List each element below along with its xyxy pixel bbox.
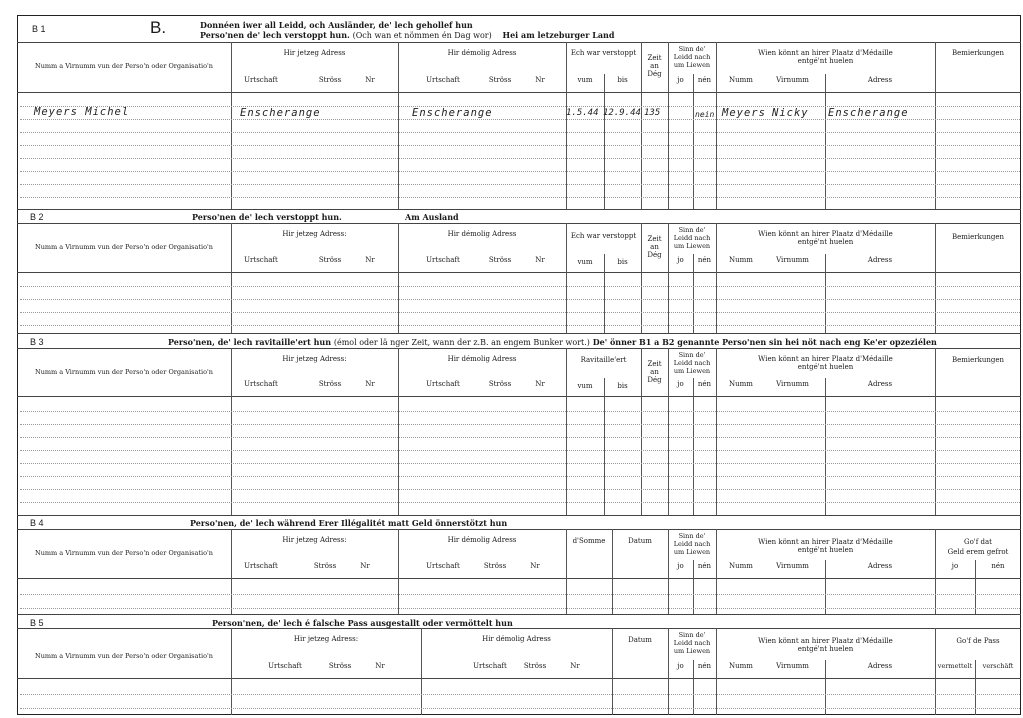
- hidden-to-value: 12.9.44: [603, 108, 641, 118]
- column-header: Ströss: [328, 662, 352, 670]
- column-divider: [825, 254, 826, 333]
- column-header: Nr: [365, 256, 375, 264]
- column-header: bis: [617, 76, 628, 84]
- column-header: nén: [697, 562, 712, 570]
- column-header: Numm: [729, 662, 753, 670]
- column-header: an: [650, 62, 659, 70]
- column-header: Numm a Virnumm vun der Perso'n oder Organisatio'n: [35, 368, 213, 376]
- alive-no-value: nein: [695, 110, 715, 119]
- section-title: [168, 337, 937, 347]
- column-header: Urtschaft: [473, 662, 507, 670]
- column-header: Adress: [867, 562, 893, 570]
- column-header: Virnumm: [776, 256, 809, 264]
- section-id: B 4: [30, 518, 44, 528]
- section-bottom-rule: [17, 333, 1021, 334]
- column-header: Nr: [365, 76, 375, 84]
- column-header: um Liewen: [673, 367, 711, 375]
- header-bottom-rule: [17, 92, 1021, 93]
- writing-line: [20, 411, 1020, 412]
- column-header: Ravitaille'ert: [580, 356, 627, 364]
- column-header: Urtschaft: [426, 256, 460, 264]
- writing-line: [20, 437, 1020, 438]
- medal-first-value: Nicky: [772, 107, 809, 119]
- writing-line: [20, 299, 1020, 300]
- column-header: Nr: [365, 380, 375, 388]
- column-header: Sinn de': [678, 351, 706, 359]
- column-header: vum: [577, 76, 593, 84]
- column-header: Datum: [628, 636, 652, 644]
- column-header: Sinn de': [678, 45, 706, 53]
- column-header: bis: [617, 258, 628, 266]
- writing-line: [20, 171, 1020, 172]
- column-header: Bemierkungen: [951, 356, 1005, 364]
- column-header: jo: [677, 662, 684, 670]
- writing-line: [20, 476, 1020, 477]
- column-header: Sinn de': [678, 631, 706, 639]
- column-header: Urtschaft: [426, 380, 460, 388]
- column-header: Virnumm: [776, 662, 809, 670]
- writing-line: [20, 424, 1020, 425]
- column-header: Hir démolig Adress: [482, 635, 551, 643]
- column-header: vum: [577, 258, 593, 266]
- column-header: Hir démolig Adress: [447, 355, 517, 363]
- column-header: Nr: [535, 256, 545, 264]
- column-header: Leidd nach: [673, 639, 711, 647]
- column-header: Sinn de': [678, 532, 706, 540]
- column-header: Zeit: [647, 54, 662, 62]
- column-header: Adress: [867, 76, 893, 84]
- writing-line: [20, 184, 1020, 185]
- column-header: Ströss: [488, 256, 512, 264]
- column-header: Urtschaft: [244, 380, 278, 388]
- column-header: an: [650, 243, 659, 251]
- writing-line: [20, 312, 1020, 313]
- column-header: nén: [697, 256, 712, 264]
- column-header: Leidd nach: [673, 234, 711, 242]
- column-header: Hir démolig Adress: [447, 49, 517, 57]
- writing-line: [20, 197, 1020, 198]
- column-divider: [398, 223, 399, 333]
- column-header: Ströss: [488, 380, 512, 388]
- column-header: Nr: [570, 662, 580, 670]
- header-bottom-rule: [17, 396, 1021, 397]
- header-rule: [17, 223, 1021, 224]
- column-header: Hir démolig Adress: [447, 536, 517, 544]
- section-title: Perso'nen de' lech verstoppt hun.: [192, 212, 342, 222]
- column-header: Dég: [647, 251, 662, 259]
- section-title-line2: [200, 30, 614, 40]
- section-bottom-rule: [17, 209, 1021, 210]
- hidden-from-value: 1.5.44: [566, 108, 599, 118]
- medal-address-value: Enscherange: [828, 107, 909, 119]
- header-bottom-rule: [17, 678, 1021, 679]
- column-header: Wien könnt an hirer Plaatz d'Médaille: [758, 538, 893, 546]
- column-header: um Liewen: [673, 548, 711, 556]
- title-normal-part: (Och wan et nömmen én Dag wor): [352, 31, 492, 40]
- section-id: B 1: [32, 24, 46, 34]
- column-header: Numm: [729, 256, 753, 264]
- section-title-tail: Am Ausland: [405, 212, 459, 222]
- column-header: Urtschaft: [426, 562, 460, 570]
- writing-line: [20, 286, 1020, 287]
- writing-line: [20, 489, 1020, 490]
- column-header: Hir jetzeg Adress:: [282, 355, 347, 363]
- header-bottom-rule: [17, 578, 1021, 579]
- title-bold-part: Perso'nen de' lech verstoppt hun.: [200, 30, 350, 40]
- column-header: Leidd nach: [673, 53, 711, 61]
- column-header: Ech war verstoppt: [570, 49, 637, 57]
- section-id: B 5: [30, 618, 44, 628]
- column-header: Ströss: [488, 76, 512, 84]
- column-header: jo: [677, 380, 684, 388]
- column-header: jo: [677, 562, 684, 570]
- column-header: an: [650, 368, 659, 376]
- column-header: Leidd nach: [673, 359, 711, 367]
- column-header: Ströss: [318, 380, 342, 388]
- column-header: Ströss: [318, 256, 342, 264]
- column-header: Hir démolig Adress: [447, 230, 517, 238]
- column-divider: [825, 378, 826, 515]
- column-header: Zeit: [647, 360, 662, 368]
- column-header: Ströss: [313, 562, 337, 570]
- column-header: um Liewen: [673, 647, 711, 655]
- column-header: Bemierkungen: [951, 233, 1005, 241]
- column-header: bis: [617, 382, 628, 390]
- title-tail: De' önner B1 a B2 genannte Perso'nen sin hei nöt nach eng Ke'er opzeziélen: [592, 337, 937, 347]
- column-header: Ströss: [523, 662, 547, 670]
- section-bottom-rule: [17, 515, 1021, 516]
- column-header: nén: [697, 662, 712, 670]
- column-header: jo: [677, 76, 684, 84]
- column-header: entgé'nt huelen: [797, 645, 854, 653]
- column-header: Hir jetzeg Adress:: [293, 635, 359, 643]
- section-title: Person'nen, de' lech é falsche Pass ausgestallt oder vermöttelt hun: [212, 618, 513, 628]
- days-value: 135: [644, 108, 661, 118]
- column-header: entgé'nt huelen: [797, 57, 854, 65]
- writing-line: [20, 694, 1020, 695]
- column-header: jo: [951, 562, 959, 570]
- column-header: um Liewen: [673, 242, 711, 250]
- writing-line: [20, 463, 1020, 464]
- column-header: Urtschaft: [426, 76, 460, 84]
- column-header: Ech war verstoppt: [570, 232, 637, 240]
- column-header: Ströss: [318, 76, 342, 84]
- column-header: Zeit: [647, 235, 662, 243]
- writing-line: [20, 325, 1020, 326]
- column-header: Virnumm: [776, 562, 809, 570]
- column-header: jo: [677, 256, 684, 264]
- column-divider: [825, 74, 826, 209]
- column-header: entgé'nt huelen: [797, 363, 854, 371]
- column-header: Go'f dat: [963, 538, 992, 546]
- column-header: Numm a Virnumm vun der Perso'n oder Organisatio'n: [35, 652, 213, 660]
- column-header: Adress: [867, 256, 893, 264]
- column-header: Ströss: [483, 562, 507, 570]
- column-header: Urtschaft: [244, 76, 278, 84]
- column-header: Hir jetzeg Adress:: [282, 536, 347, 544]
- medal-name-value: Meyers: [722, 107, 766, 119]
- column-header: Urtschaft: [268, 662, 302, 670]
- column-header: vermettelt: [937, 662, 973, 670]
- column-header: Nr: [535, 76, 545, 84]
- column-header: vum: [577, 382, 593, 390]
- title-normal-part: (émol oder lä nger Zeit, wann der z.B. an engem Bunker wort.): [333, 338, 590, 347]
- column-header: Dég: [647, 376, 662, 384]
- column-header: Nr: [360, 562, 370, 570]
- column-header: nén: [697, 76, 712, 84]
- section-id: B 3: [30, 337, 44, 347]
- column-divider: [693, 378, 694, 515]
- column-header: verschäft: [982, 662, 1014, 670]
- writing-line: [20, 132, 1020, 133]
- section-title: Perso'nen, de' lech während Erer Illégalitét matt Geld önnerstötzt hun: [190, 518, 508, 528]
- writing-line: [20, 450, 1020, 451]
- column-header: Nr: [530, 562, 540, 570]
- title-tail: Hei am letzeburger Land: [502, 30, 615, 40]
- section-title: Donnéen iwer all Leidd, och Ausländer, de' lech gehollef hun: [200, 20, 473, 30]
- column-header: Leidd nach: [673, 540, 711, 548]
- writing-line: [20, 608, 1020, 609]
- column-header: Urtschaft: [244, 562, 278, 570]
- header-rule: [17, 348, 1021, 349]
- column-header: Virnumm: [776, 76, 809, 84]
- header-rule: [17, 42, 1021, 43]
- header-rule: [17, 628, 1021, 629]
- column-header: Numm: [729, 76, 753, 84]
- column-header: Datum: [628, 537, 652, 545]
- column-header: Bemierkungen: [951, 49, 1005, 57]
- column-header: Numm: [729, 380, 753, 388]
- column-divider: [604, 74, 605, 209]
- column-header: Hir jetzeg Adress:: [282, 230, 347, 238]
- column-header: Dég: [647, 70, 662, 78]
- writing-line: [20, 502, 1020, 503]
- header-bottom-rule: [17, 272, 1021, 273]
- column-header: Numm: [729, 562, 753, 570]
- writing-line: [20, 119, 1020, 120]
- column-header: Adress: [867, 380, 893, 388]
- current-town-value: Enscherange: [240, 107, 321, 119]
- header-rule: [17, 529, 1021, 530]
- column-header: Hir jetzeg Adress: [283, 49, 346, 57]
- former-town-value: Enscherange: [412, 107, 493, 119]
- column-header: nén: [697, 380, 712, 388]
- column-header: Numm a Virnumm vun der Perso'n oder Organisatio'n: [35, 549, 213, 557]
- person-name-value: Meyers Michel: [34, 106, 130, 118]
- column-header: Numm a Virnumm vun der Perso'n oder Organisatio'n: [35, 62, 213, 70]
- column-header: Virnumm: [776, 380, 809, 388]
- title-bold-part: Perso'nen, de' lech ravitaille'ert hun: [168, 337, 332, 347]
- writing-line: [20, 708, 1020, 709]
- column-header: um Liewen: [673, 61, 711, 69]
- column-header: Go'f de Pass: [956, 637, 1000, 645]
- column-divider: [604, 378, 605, 515]
- column-header: Sinn de': [678, 226, 706, 234]
- column-header: d'Somme: [572, 537, 606, 545]
- column-header: Wien könnt an hirer Plaatz d'Médaille: [758, 230, 893, 238]
- column-header: Urtschaft: [244, 256, 278, 264]
- section-bottom-rule: [17, 614, 1021, 615]
- column-header: entgé'nt huelen: [797, 238, 854, 246]
- column-divider: [231, 223, 232, 333]
- column-header: nén: [991, 562, 1005, 570]
- column-divider: [693, 74, 694, 209]
- section-id: B 2: [30, 212, 44, 222]
- writing-line: [20, 145, 1020, 146]
- column-header: entgé'nt huelen: [797, 546, 854, 554]
- writing-line: [20, 158, 1020, 159]
- writing-line: [20, 594, 1020, 595]
- column-header: Wien könnt an hirer Plaatz d'Médaille: [758, 49, 893, 57]
- column-header: Wien könnt an hirer Plaatz d'Médaille: [758, 637, 893, 645]
- column-header: Nr: [535, 380, 545, 388]
- column-divider: [693, 254, 694, 333]
- column-header: Nr: [375, 662, 385, 670]
- column-header: Adress: [867, 662, 893, 670]
- column-header: Numm a Virnumm vun der Perso'n oder Organisatio'n: [35, 243, 213, 251]
- form-letter: B.: [150, 18, 167, 37]
- column-header: Geld erem gefrot: [947, 548, 1009, 556]
- column-header: Wien könnt an hirer Plaatz d'Médaille: [758, 355, 893, 363]
